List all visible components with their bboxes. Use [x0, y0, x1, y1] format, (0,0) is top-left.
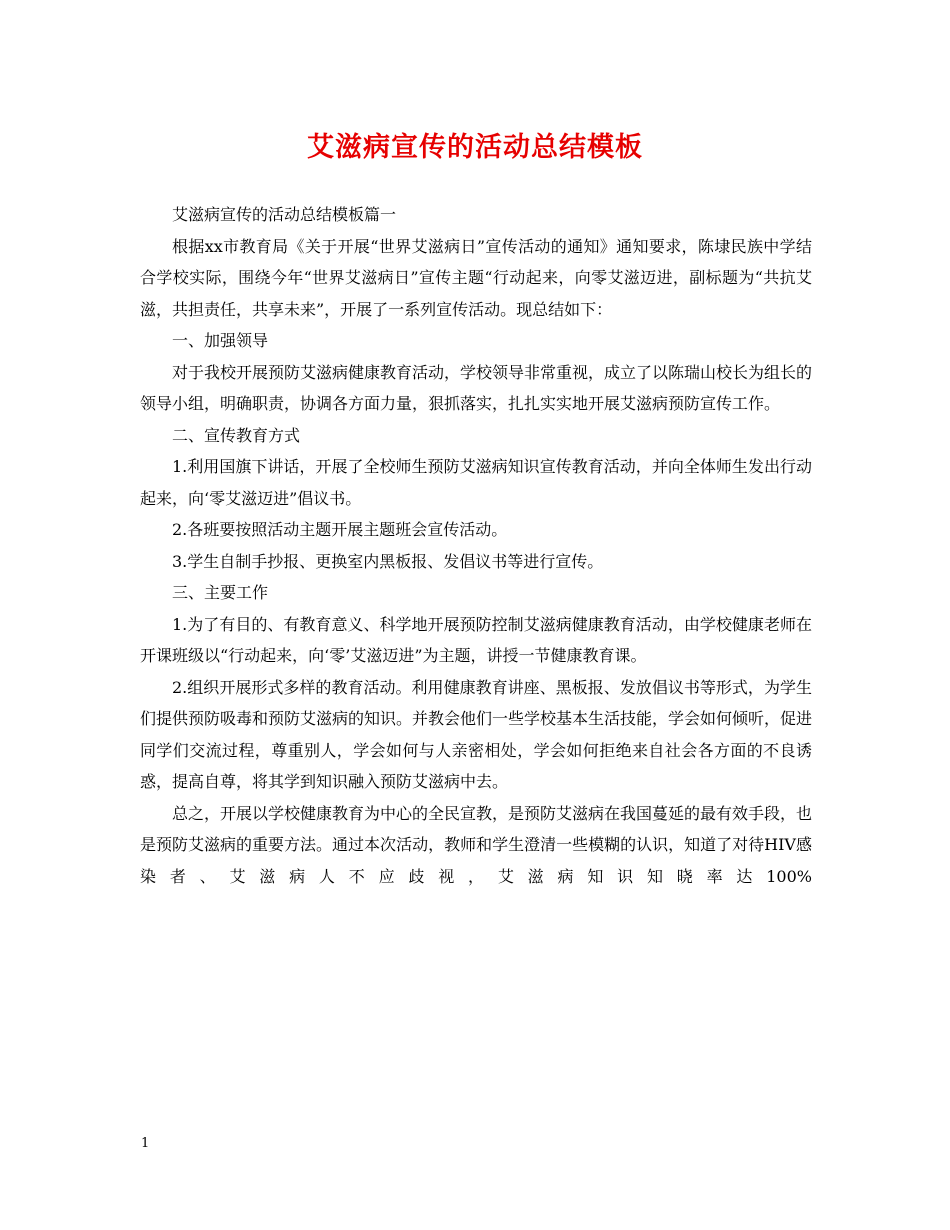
- section-heading-leadership: 一、加强领导: [172, 331, 269, 350]
- paragraph-work-1: 1.为了有目的、有教育意义、科学地开展预防控制艾滋病健康教育活动，由学校健康老师在开课班级以“行动起来，向‘零’艾滋迈进”为主题，讲授一节健康教育课。: [140, 614, 812, 665]
- paragraph-subtitle: 艾滋病宣传的活动总结模板篇一: [172, 205, 397, 224]
- paragraph-method-1: 1.利用国旗下讲话，开展了全校师生预防艾滋病知识宣传教育活动，并向全体师生发出行动起来，向‘零艾滋迈进”倡议书。: [140, 457, 812, 508]
- paragraph-method-2: 2.各班要按照活动主题开展主题班会宣传活动。: [172, 520, 508, 539]
- paragraph-leadership: 对于我校开展预防艾滋病健康教育活动，学校领导非常重视，成立了以陈瑞山校长为组长的领导小组，明确职责，协调各方面力量，狠抓落实，扎扎实实地开展艾滋病预防宣传工作。: [140, 362, 813, 413]
- paragraph-method-3: 3.学生自制手抄报、更换室内黑板报、发倡议书等进行宣传。: [172, 551, 604, 571]
- page-number: 1: [141, 1136, 150, 1151]
- section-heading-methods: 二、宣传教育方式: [172, 425, 301, 445]
- paragraph-summary: 总之，开展以学校健康教育为中心的全民宣教，是预防艾滋病在我国蔓延的最有效手段，也是预防艾滋病的重要方法。通过本次活动，教师和学生澄清一些模糊的认识，知道了对待HIV感染者、艾滋病人不应歧视，艾滋病知识知晓率达100%: [140, 803, 813, 886]
- document-title: 艾滋病宣传的活动总结模板: [307, 132, 643, 163]
- document-body: [140, 199, 812, 892]
- paragraph-intro: 根据xx市教育局《关于开展“世界艾滋病日”宣传活动的通知》通知要求，陈埭民族中学结合学校实际，围绕今年“世界艾滋病日”宣传主题“行动起来，向零艾滋迈进，副标题为“共抗艾滋，共担责任，共享未来”，开展了一系列宣传活动。现总结如下：: [140, 236, 812, 319]
- paragraph-work-2: 2.组织开展形式多样的教育活动。利用健康教育讲座、黑板报、发放倡议书等形式，为学生们提供预防吸毒和预防艾滋病的知识。并教会他们一些学校基本生活技能，学会如何倾听，促进同学们交流过程，尊重别人，学会如何与人亲密相处，学会如何拒绝来自社会各方面的不良诱惑，提高自尊，将其学到知识融入预防艾滋病中去。: [140, 677, 813, 791]
- section-heading-main-work: 三、主要工作: [172, 583, 269, 602]
